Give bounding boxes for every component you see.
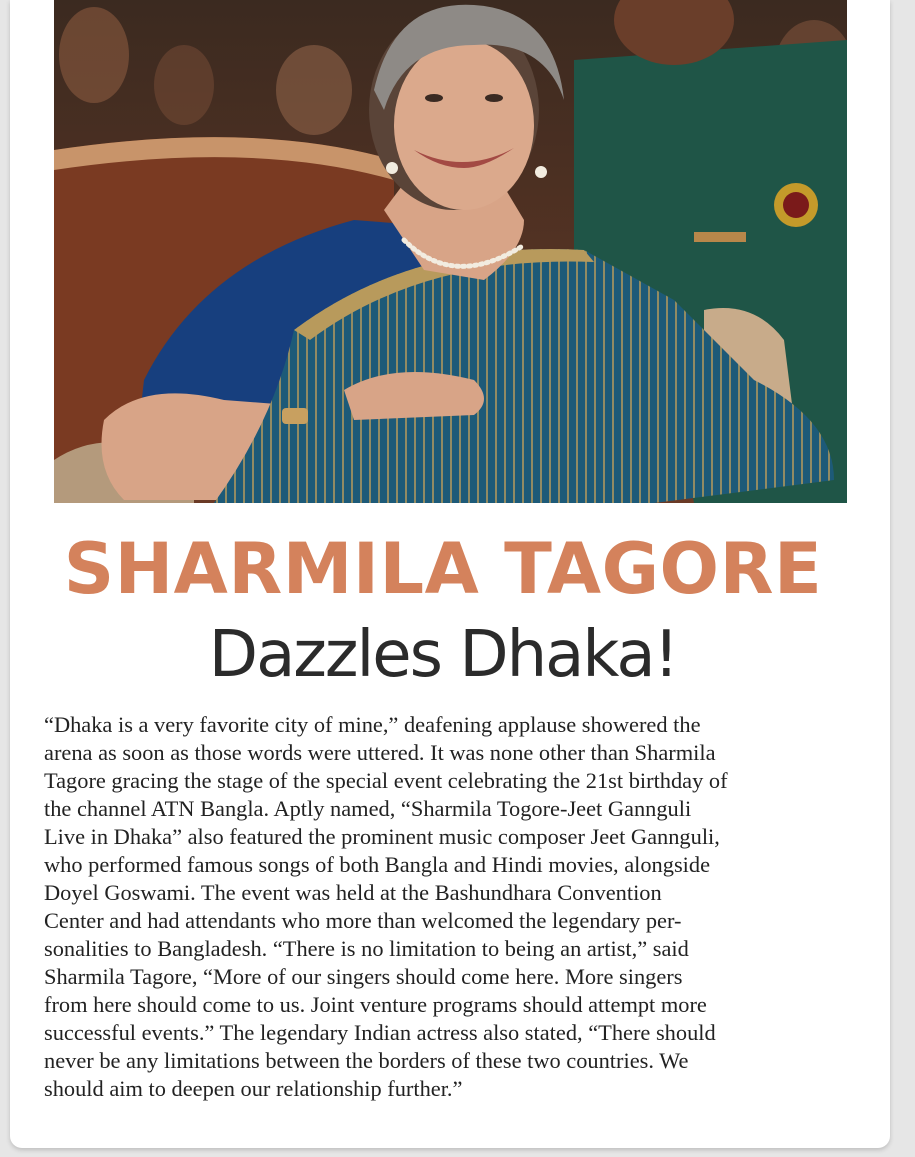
body-line: the channel ATN Bangla. Aptly named, “Sharmila Togore-Jeet Gannguli: [44, 796, 692, 821]
body-line: arena as soon as those words were uttered. It was none other than Sharmila: [44, 740, 716, 765]
subheadline: Dazzles Dhaka!: [208, 618, 678, 692]
headline: SHARMILA TAGORE: [63, 528, 823, 610]
body-line: successful events.” The legendary Indian actress also stated, “There should: [44, 1020, 716, 1045]
body-line: who performed famous songs of both Bangla and Hindi movies, alongside: [44, 852, 711, 877]
body-line: “Dhaka is a very favorite city of mine,” deafening applause showered the: [44, 712, 701, 737]
body-line: sonalities to Bangladesh. “There is no limitation to being an artist,” said: [44, 936, 689, 961]
body-line: Doyel Goswami. The event was held at the Bashundhara Convention: [44, 880, 662, 905]
body-line: Live in Dhaka” also featured the prominent music composer Jeet Gannguli,: [44, 824, 720, 849]
body-line: never be any limitations between the borders of these two countries. We: [44, 1048, 689, 1073]
body-line: Tagore gracing the stage of the special event celebrating the 21st birthday of: [44, 768, 728, 793]
body-line: from here should come to us. Joint venture programs should attempt more: [44, 992, 707, 1017]
article-photo: [54, 0, 847, 503]
body-line: Sharmila Tagore, “More of our singers should come here. More singers: [44, 964, 683, 989]
body-line: should aim to deepen our relationship further.”: [44, 1076, 463, 1101]
article-body: [44, 711, 844, 1103]
body-line: Center and had attendants who more than welcomed the legendary per-: [44, 908, 682, 933]
